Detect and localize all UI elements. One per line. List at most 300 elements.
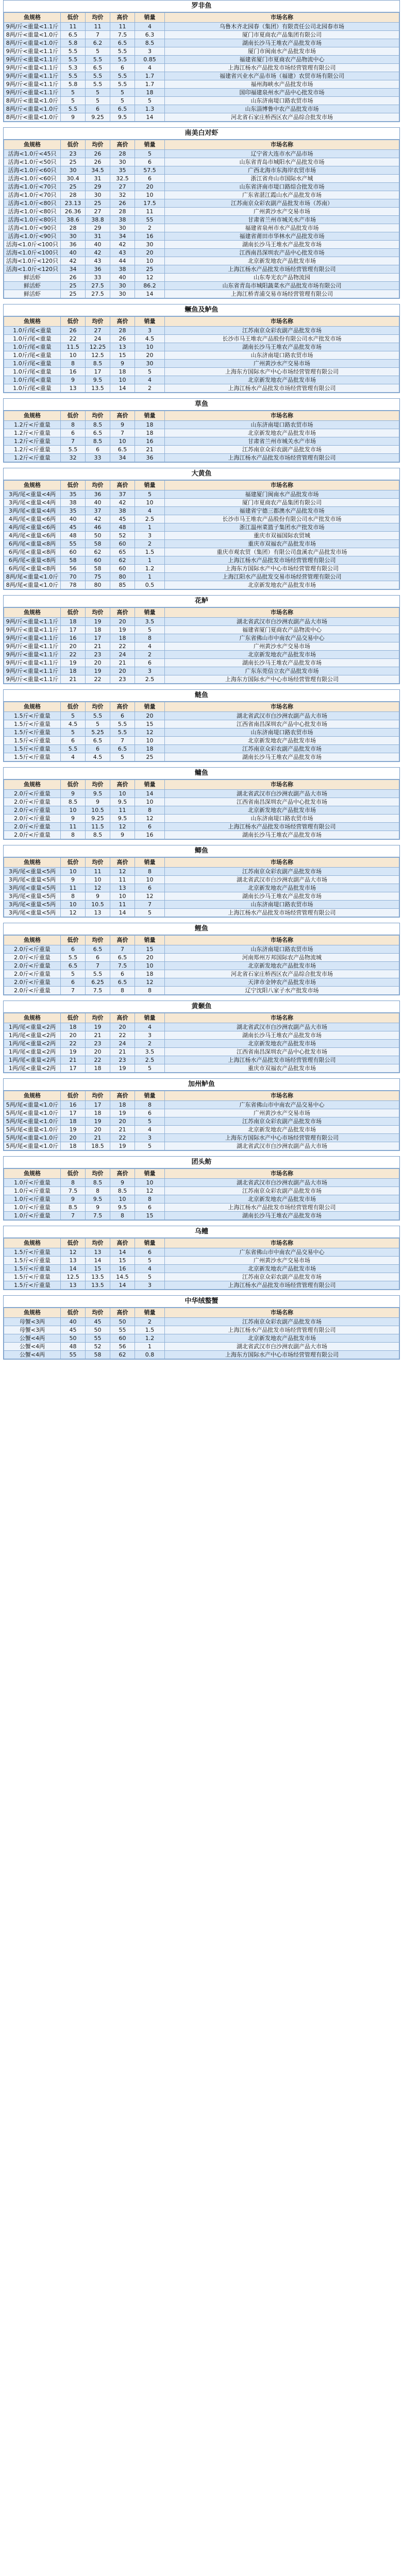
table-row xyxy=(4,224,399,232)
header-low: 低价 xyxy=(61,140,86,150)
low-price-cell: 8 xyxy=(61,831,86,839)
header-spec: 鱼规格 xyxy=(4,702,61,712)
avg-price-cell: 19 xyxy=(86,1023,110,1031)
table-row xyxy=(4,1056,399,1064)
high-price-cell: 30 xyxy=(110,158,135,166)
volume-cell: 57.5 xyxy=(135,166,165,175)
table-row xyxy=(4,1334,399,1343)
table-row xyxy=(4,548,399,556)
market-name-cell: 湖南长沙马王堆农产品批发市场 xyxy=(165,343,399,351)
table-row xyxy=(4,351,399,360)
high-price-cell: 5.5 xyxy=(110,720,135,728)
table-header-row xyxy=(4,858,399,868)
market-name-cell: 上海江杨水产品批发市场经营管理有限公司 xyxy=(165,1204,399,1212)
header-low: 低价 xyxy=(61,1013,86,1023)
volume-cell: 10 xyxy=(135,191,165,199)
market-name-cell: 湖南长沙马王堆农产品批发市场 xyxy=(165,1212,399,1220)
market-name-cell: 山东省济南市堤口路综合批发市场 xyxy=(165,183,399,191)
table-row xyxy=(4,274,399,282)
market-name-cell: 湖北省武汉市白沙洲农副产品大市场 xyxy=(165,1142,399,1150)
spec-cell: 活海<1.0斤<45只 xyxy=(4,150,61,158)
volume-cell: 4 xyxy=(135,507,165,515)
avg-price-cell: 5.5 xyxy=(86,80,110,89)
header-volume: 销量 xyxy=(135,1013,165,1023)
avg-price-cell: 23 xyxy=(86,651,110,659)
avg-price-cell: 5.5 xyxy=(86,970,110,978)
avg-price-cell: 33 xyxy=(86,454,110,462)
low-price-cell: 11.5 xyxy=(61,343,86,351)
low-price-cell: 40 xyxy=(61,249,86,257)
spec-cell: 3两/尾<重量<5两 xyxy=(4,901,61,909)
volume-cell: 30 xyxy=(135,241,165,249)
low-price-cell: 5.5 xyxy=(61,47,86,56)
section-title: 罗非鱼 xyxy=(4,1,399,12)
high-price-cell: 5 xyxy=(110,753,135,761)
avg-price-cell: 17 xyxy=(86,368,110,376)
header-market: 市场名称 xyxy=(165,481,399,490)
avg-price-cell: 8.5 xyxy=(86,360,110,368)
avg-price-cell: 46 xyxy=(86,523,110,532)
high-price-cell: 7 xyxy=(110,429,135,437)
volume-cell: 4 xyxy=(135,64,165,72)
table-row xyxy=(4,618,399,626)
volume-cell: 6 xyxy=(135,175,165,183)
avg-price-cell: 9.5 xyxy=(86,790,110,798)
low-price-cell: 18 xyxy=(61,1023,86,1031)
high-price-cell: 52 xyxy=(110,532,135,540)
low-price-cell: 38 xyxy=(61,499,86,507)
spec-cell: 3两/尾<重量<4两 xyxy=(4,490,61,499)
spec-cell: 活海<1.0斤<70只 xyxy=(4,191,61,199)
volume-cell: 12 xyxy=(135,892,165,901)
table-row xyxy=(4,1134,399,1142)
avg-price-cell: 7.5 xyxy=(86,987,110,995)
low-price-cell: 25 xyxy=(61,158,86,166)
spec-cell: 1.0斤/尾<重量 xyxy=(4,327,61,335)
avg-price-cell: 58 xyxy=(86,565,110,573)
price-table xyxy=(4,607,399,684)
high-price-cell: 19 xyxy=(110,1109,135,1117)
table-header-row xyxy=(4,481,399,490)
market-name-cell: 上海江杨水产品批发市场经营管理有限公司 xyxy=(165,1281,399,1290)
spec-cell: 3两/尾<重量<4两 xyxy=(4,499,61,507)
table-row xyxy=(4,634,399,642)
table-row xyxy=(4,376,399,384)
table-row xyxy=(4,565,399,573)
header-low: 低价 xyxy=(61,13,86,23)
avg-price-cell: 50 xyxy=(86,532,110,540)
volume-cell: 15 xyxy=(135,945,165,954)
high-price-cell: 7.5 xyxy=(110,962,135,970)
market-name-cell: 湖南长沙马王堆农产品批发市场 xyxy=(165,892,399,901)
section-title: 草鱼 xyxy=(4,399,399,411)
volume-cell: 2.5 xyxy=(135,675,165,684)
avg-price-cell: 21 xyxy=(86,1134,110,1142)
avg-price-cell: 36 xyxy=(86,265,110,274)
market-name-cell: 北京新发地农产品批发市场 xyxy=(165,737,399,745)
high-price-cell: 5 xyxy=(110,97,135,105)
high-price-cell: 44 xyxy=(110,257,135,265)
section-title: 鲫鱼 xyxy=(4,845,399,857)
header-volume: 销量 xyxy=(135,481,165,490)
market-name-cell: 广东东莞信立农产品批发市场 xyxy=(165,667,399,675)
low-price-cell: 42 xyxy=(61,257,86,265)
spec-cell: 1两/尾<重量<2两 xyxy=(4,1056,61,1064)
table-header-row xyxy=(4,702,399,712)
low-price-cell: 4 xyxy=(61,753,86,761)
table-row xyxy=(4,360,399,368)
header-market: 市场名称 xyxy=(165,858,399,868)
volume-cell: 8 xyxy=(135,806,165,815)
table-row xyxy=(4,1023,399,1031)
high-price-cell: 9.5 xyxy=(110,113,135,122)
table-row xyxy=(4,23,399,31)
header-spec: 鱼规格 xyxy=(4,1169,61,1179)
table-row xyxy=(4,737,399,745)
avg-price-cell: 21 xyxy=(86,1031,110,1040)
table-row xyxy=(4,175,399,183)
species-section-12 xyxy=(3,1156,400,1221)
low-price-cell: 10 xyxy=(61,868,86,876)
header-high: 高价 xyxy=(110,1169,135,1179)
price-table xyxy=(4,1091,399,1150)
table-row xyxy=(4,257,399,265)
spec-cell: 5两/尾<重量<1.0斤 xyxy=(4,1126,61,1134)
avg-price-cell: 38.8 xyxy=(86,216,110,224)
table-row xyxy=(4,158,399,166)
avg-price-cell: 5 xyxy=(86,97,110,105)
table-row xyxy=(4,1142,399,1150)
table-row xyxy=(4,815,399,823)
low-price-cell: 16 xyxy=(61,1101,86,1109)
table-row xyxy=(4,265,399,274)
high-price-cell: 14 xyxy=(110,384,135,393)
header-volume: 销量 xyxy=(135,140,165,150)
avg-price-cell: 9.25 xyxy=(86,815,110,823)
table-row xyxy=(4,626,399,634)
header-spec: 鱼规格 xyxy=(4,1013,61,1023)
volume-cell: 21 xyxy=(135,446,165,454)
table-row xyxy=(4,1273,399,1281)
high-price-cell: 43 xyxy=(110,249,135,257)
market-name-cell: 广东省湛江霞山水产品批发市场 xyxy=(165,191,399,199)
header-volume: 销量 xyxy=(135,780,165,790)
market-name-cell: 上海江杨水产品批发市场经营管理有限公司 xyxy=(165,556,399,565)
low-price-cell: 40 xyxy=(61,515,86,523)
spec-cell: 9两/斤<重量<1.1斤 xyxy=(4,56,61,64)
avg-price-cell: 12.25 xyxy=(86,343,110,351)
section-title: 加州鲈鱼 xyxy=(4,1079,399,1091)
high-price-cell: 14 xyxy=(110,1248,135,1257)
market-name-cell: 甘肃省兰州市城关水产市场 xyxy=(165,437,399,446)
avg-price-cell: 55 xyxy=(86,1334,110,1343)
spec-cell: 1.2斤<斤重量 xyxy=(4,429,61,437)
volume-cell: 2 xyxy=(135,224,165,232)
low-price-cell: 30 xyxy=(61,232,86,241)
low-price-cell: 6 xyxy=(61,737,86,745)
header-high: 高价 xyxy=(110,13,135,23)
market-name-cell: 山东济南堤口路农贸市场 xyxy=(165,901,399,909)
low-price-cell: 5.5 xyxy=(61,954,86,962)
price-table xyxy=(4,1238,399,1290)
table-row xyxy=(4,1351,399,1359)
low-price-cell: 18 xyxy=(61,618,86,626)
market-name-cell: 乌鲁木齐北园春（集团）有限责任公司北园春市场 xyxy=(165,23,399,31)
spec-cell: 2.0斤<斤重量 xyxy=(4,954,61,962)
market-name-cell: 江西省南昌深圳农产品中心批发市场 xyxy=(165,1048,399,1056)
spec-cell: 1.5斤<斤重量 xyxy=(4,1273,61,1281)
volume-cell: 3 xyxy=(135,667,165,675)
low-price-cell: 5 xyxy=(61,728,86,737)
species-section-9 xyxy=(3,923,400,995)
volume-cell: 2 xyxy=(135,540,165,548)
table-row xyxy=(4,282,399,290)
price-table xyxy=(4,1013,399,1073)
header-market: 市场名称 xyxy=(165,936,399,945)
low-price-cell: 70 xyxy=(61,573,86,581)
table-row xyxy=(4,56,399,64)
header-avg: 均价 xyxy=(86,702,110,712)
volume-cell: 8 xyxy=(135,1101,165,1109)
market-name-cell: 广州黄沙水产交易市场 xyxy=(165,208,399,216)
high-price-cell: 21 xyxy=(110,1048,135,1056)
spec-cell: 9两/斤<重量<1.1斤 xyxy=(4,80,61,89)
high-price-cell: 5.5 xyxy=(110,72,135,80)
spec-cell: 1.0斤/尾<重量 xyxy=(4,360,61,368)
market-name-cell: 重庆市双福农产品批发市场 xyxy=(165,540,399,548)
low-price-cell: 26 xyxy=(61,327,86,335)
table-header-row xyxy=(4,411,399,421)
spec-cell: 4两/尾<重量<6两 xyxy=(4,515,61,523)
volume-cell: 2 xyxy=(135,384,165,393)
spec-cell: 公蟹<4两 xyxy=(4,1334,61,1343)
table-header-row xyxy=(4,1308,399,1318)
spec-cell: 2.0斤<斤重量 xyxy=(4,978,61,987)
avg-price-cell: 27 xyxy=(86,208,110,216)
low-price-cell: 35 xyxy=(61,507,86,515)
volume-cell: 18 xyxy=(135,429,165,437)
market-name-cell: 上海江杨水产品批发市场经营管理有限公司 xyxy=(165,265,399,274)
volume-cell: 20 xyxy=(135,249,165,257)
high-price-cell: 60 xyxy=(110,1334,135,1343)
avg-price-cell: 4.5 xyxy=(86,753,110,761)
high-price-cell: 6.5 xyxy=(110,105,135,113)
table-row xyxy=(4,150,399,158)
volume-cell: 6 xyxy=(135,158,165,166)
market-name-cell: 广州黄沙水产交易市场 xyxy=(165,1257,399,1265)
low-price-cell: 20 xyxy=(61,1031,86,1040)
high-price-cell: 8.5 xyxy=(110,1187,135,1195)
table-row xyxy=(4,105,399,113)
table-row xyxy=(4,1343,399,1351)
table-row xyxy=(4,806,399,815)
header-market: 市场名称 xyxy=(165,1013,399,1023)
high-price-cell: 60 xyxy=(110,540,135,548)
low-price-cell: 17 xyxy=(61,1064,86,1073)
volume-cell: 20 xyxy=(135,954,165,962)
spec-cell: 1.5斤<斤重量 xyxy=(4,1281,61,1290)
table-row xyxy=(4,249,399,257)
high-price-cell: 14 xyxy=(110,1281,135,1290)
low-price-cell: 6.5 xyxy=(61,31,86,39)
market-name-cell: 甘肃省兰州市城关水产市场 xyxy=(165,216,399,224)
table-row xyxy=(4,64,399,72)
avg-price-cell: 24 xyxy=(86,335,110,343)
volume-cell: 5 xyxy=(135,1117,165,1126)
high-price-cell: 12 xyxy=(110,868,135,876)
avg-price-cell: 6 xyxy=(86,745,110,753)
volume-cell: 15 xyxy=(135,720,165,728)
table-row xyxy=(4,1204,399,1212)
high-price-cell: 6 xyxy=(110,712,135,720)
spec-cell: 9两/斤<重量<1.1斤 xyxy=(4,651,61,659)
header-spec: 鱼规格 xyxy=(4,780,61,790)
species-section-1 xyxy=(3,127,400,299)
header-high: 高价 xyxy=(110,317,135,327)
high-price-cell: 27 xyxy=(110,183,135,191)
header-low: 低价 xyxy=(61,780,86,790)
high-price-cell: 19 xyxy=(110,626,135,634)
market-name-cell: 福建省兴业水产品市场（福建）农贸市场有限公司 xyxy=(165,72,399,80)
low-price-cell: 9 xyxy=(61,790,86,798)
high-price-cell: 5.5 xyxy=(110,728,135,737)
header-low: 低价 xyxy=(61,481,86,490)
volume-cell: 12 xyxy=(135,1187,165,1195)
header-avg: 均价 xyxy=(86,858,110,868)
spec-cell: 1.0斤/尾<重量 xyxy=(4,335,61,343)
high-price-cell: 35 xyxy=(110,166,135,175)
market-name-cell: 湖北省武汉市白沙洲农副产品大市场 xyxy=(165,1023,399,1031)
low-price-cell: 58 xyxy=(61,556,86,565)
low-price-cell: 30 xyxy=(61,166,86,175)
table-row xyxy=(4,532,399,540)
low-price-cell: 78 xyxy=(61,581,86,589)
header-avg: 均价 xyxy=(86,140,110,150)
volume-cell: 8 xyxy=(135,1195,165,1204)
high-price-cell: 13 xyxy=(110,343,135,351)
spec-cell: 6两/尾<重量<8两 xyxy=(4,548,61,556)
volume-cell: 3 xyxy=(135,1134,165,1142)
table-row xyxy=(4,573,399,581)
header-avg: 均价 xyxy=(86,1013,110,1023)
volume-cell: 20 xyxy=(135,351,165,360)
high-price-cell: 6.5 xyxy=(110,446,135,454)
market-name-cell: 北京新发地农产品批发市场 xyxy=(165,806,399,815)
spec-cell: 9两/斤<重量<1.1斤 xyxy=(4,667,61,675)
header-avg: 均价 xyxy=(86,317,110,327)
avg-price-cell: 13.5 xyxy=(86,1281,110,1290)
volume-cell: 1.5 xyxy=(135,1326,165,1334)
market-name-cell: 上海江杨水产品批发市场经营管理有限公司 xyxy=(165,823,399,831)
high-price-cell: 7 xyxy=(110,737,135,745)
spec-cell: 1.5斤<斤重量 xyxy=(4,753,61,761)
avg-price-cell: 15 xyxy=(86,1265,110,1273)
species-section-14 xyxy=(3,1295,400,1360)
table-header-row xyxy=(4,608,399,618)
high-price-cell: 23 xyxy=(110,675,135,684)
volume-cell: 2.5 xyxy=(135,515,165,523)
volume-cell: 0.5 xyxy=(135,581,165,589)
avg-price-cell: 18.5 xyxy=(86,1142,110,1150)
spec-cell: 活海<1.0斤<80只 xyxy=(4,208,61,216)
market-name-cell: 上海江杨水产品批发市场经营管理有限公司 xyxy=(165,384,399,393)
header-volume: 销量 xyxy=(135,13,165,23)
spec-cell: 2.0斤<斤重量 xyxy=(4,987,61,995)
market-name-cell: 上海江杨水产品批发市场经营管理有限公司 xyxy=(165,1056,399,1064)
volume-cell: 30 xyxy=(135,360,165,368)
avg-price-cell: 17 xyxy=(86,1101,110,1109)
header-spec: 鱼规格 xyxy=(4,936,61,945)
high-price-cell: 18 xyxy=(110,1101,135,1109)
header-high: 高价 xyxy=(110,702,135,712)
volume-cell: 12 xyxy=(135,274,165,282)
table-row xyxy=(4,1179,399,1187)
market-name-cell: 上海东方国际水产中心市场经营管理有限公司 xyxy=(165,675,399,684)
header-high: 高价 xyxy=(110,608,135,618)
high-price-cell: 28 xyxy=(110,150,135,158)
volume-cell: 10 xyxy=(135,737,165,745)
spec-cell: 公蟹<4两 xyxy=(4,1343,61,1351)
header-high: 高价 xyxy=(110,1091,135,1101)
low-price-cell: 10 xyxy=(61,806,86,815)
table-row xyxy=(4,1117,399,1126)
market-name-cell: 江苏南京众彩农副产品批发市场 xyxy=(165,1273,399,1281)
volume-cell: 20 xyxy=(135,183,165,191)
spec-cell: 5两/尾<重量<1.0斤 xyxy=(4,1117,61,1126)
volume-cell: 6 xyxy=(135,823,165,831)
avg-price-cell: 20 xyxy=(86,659,110,667)
low-price-cell: 13 xyxy=(61,384,86,393)
market-name-cell: 湖北省武汉市白沙洲农副产品大市场 xyxy=(165,876,399,884)
price-table xyxy=(4,316,399,393)
volume-cell: 18 xyxy=(135,745,165,753)
table-row xyxy=(4,876,399,884)
spec-cell: 1.5斤<斤重量 xyxy=(4,1265,61,1273)
table-row xyxy=(4,901,399,909)
spec-cell: 活海<1.0斤<90只 xyxy=(4,232,61,241)
volume-cell: 5 xyxy=(135,1273,165,1281)
spec-cell: 3两/尾<重量<5两 xyxy=(4,884,61,892)
species-section-0 xyxy=(3,0,400,122)
table-header-row xyxy=(4,1091,399,1101)
spec-cell: 3两/尾<重量<5两 xyxy=(4,892,61,901)
avg-price-cell: 18 xyxy=(86,626,110,634)
volume-cell: 4 xyxy=(135,642,165,651)
table-row xyxy=(4,384,399,393)
spec-cell: 鲜活虾 xyxy=(4,290,61,298)
price-table xyxy=(4,702,399,761)
volume-cell: 2 xyxy=(135,651,165,659)
high-price-cell: 14 xyxy=(110,909,135,917)
table-row xyxy=(4,1326,399,1334)
low-price-cell: 45 xyxy=(61,1326,86,1334)
high-price-cell: 20 xyxy=(110,1023,135,1031)
header-market: 市场名称 xyxy=(165,608,399,618)
avg-price-cell: 22 xyxy=(86,1056,110,1064)
high-price-cell: 80 xyxy=(110,573,135,581)
market-name-cell: 江苏南京众彩农副产品批发市场 xyxy=(165,1187,399,1195)
volume-cell: 18 xyxy=(135,970,165,978)
header-avg: 均价 xyxy=(86,1308,110,1318)
header-high: 高价 xyxy=(110,411,135,421)
low-price-cell: 22 xyxy=(61,1040,86,1048)
market-name-cell: 上海东方国际水产中心市场经营管理有限公司 xyxy=(165,1351,399,1359)
market-name-cell: 山东寿光农产品物流园 xyxy=(165,274,399,282)
low-price-cell: 8 xyxy=(61,1179,86,1187)
volume-cell: 14 xyxy=(135,113,165,122)
low-price-cell: 5 xyxy=(61,970,86,978)
volume-cell: 1.2 xyxy=(135,1334,165,1343)
